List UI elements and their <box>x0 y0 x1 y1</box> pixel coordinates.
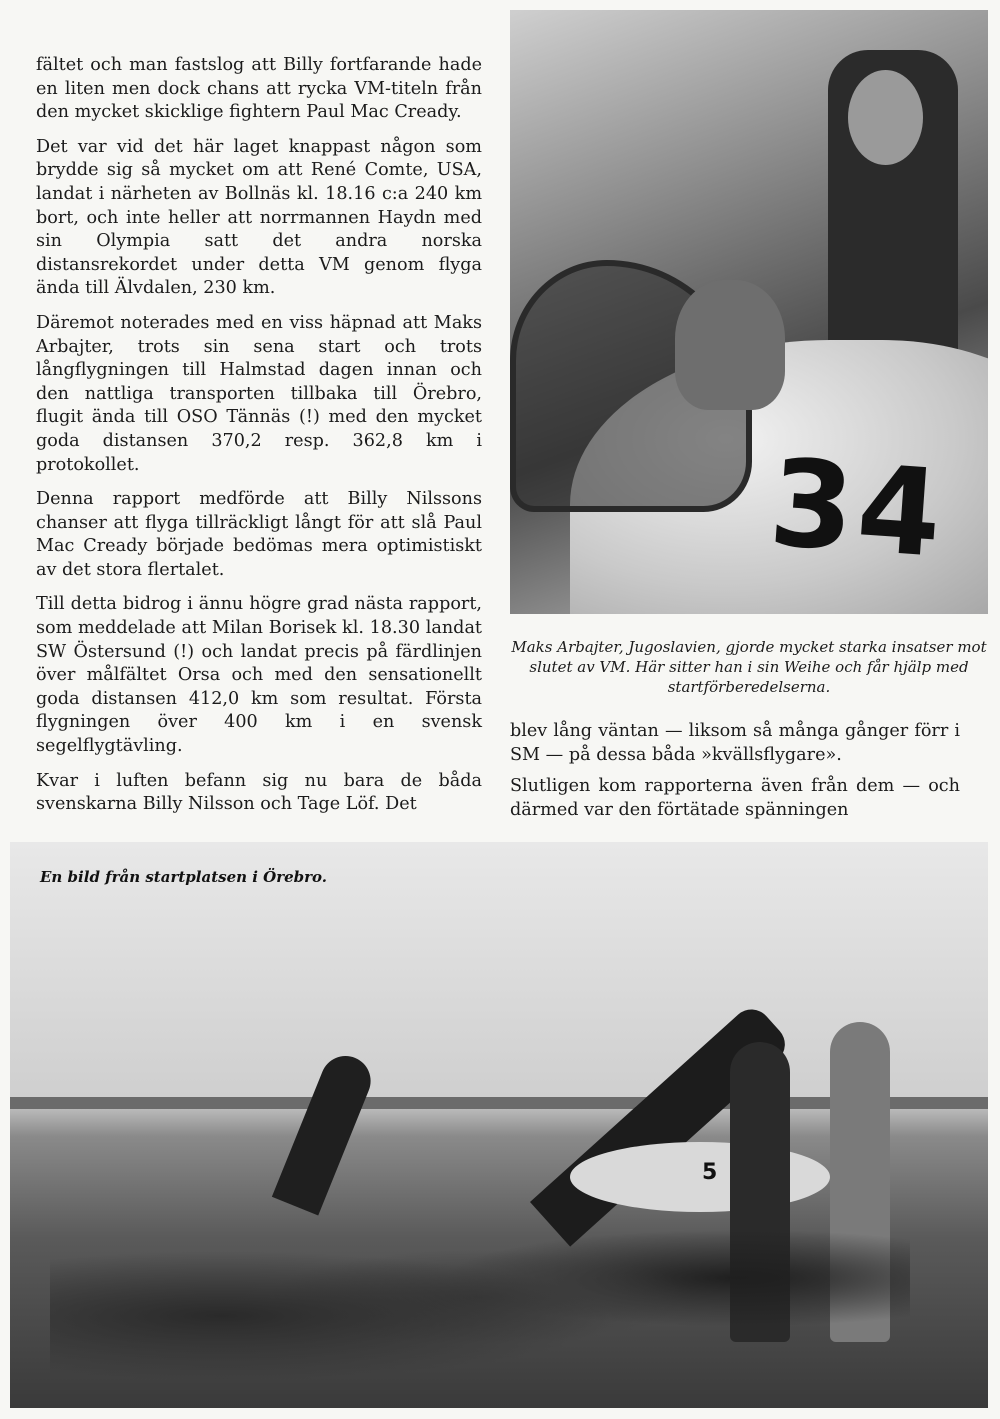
glider-number: 5 <box>702 1160 718 1185</box>
left-text-column <box>36 54 482 828</box>
paragraph: Däremot noterades med en viss häpnad att Maks Arbajter, trots sin sena start och trots långflygningen till Halmstad dagen innan och den nattliga transporten tillbaka till Örebro, flugit ända till OSO Tännäs (!) med den mycket goda distansen 370,2 resp. 362,8 km i protokollet. <box>36 312 482 475</box>
glider-tail <box>272 1048 378 1215</box>
paragraph: Till detta bidrog i ännu högre grad nästa rapport, som meddelade att Milan Borisek kl. 18.30 landat SW Östersund (!) och landat precis på färdlinjen över målfältet Orsa och med den sensationellt goda distansen 412,0 km som resultat. Första flygningen över 400 km i en svensk segelflygtävling. <box>36 594 482 757</box>
paragraph: Slutligen kom rapporterna även från dem — och därmed var den förtätade spänningen <box>510 776 960 820</box>
paragraph: fältet och man fastslog att Billy fortfarande hade en liten men dock chans att rycka VM-titeln från den mycket skicklige fightern Paul Mac Cready. <box>36 55 482 123</box>
paragraph: Kvar i luften befann sig nu bara de båda svenskarna Billy Nilsson och Tage Löf. Det <box>36 770 482 815</box>
photo-caption: En bild från startplatsen i Örebro. <box>40 868 328 886</box>
pilot-figure <box>675 280 785 410</box>
paragraph: blev lång väntan — liksom så många gånger förr i SM — på dessa båda »kvällsflygare». <box>510 721 960 765</box>
photo-caption: Maks Arbajter, Jugoslavien, gjorde mycket starka insatser mot slutet av VM. Här sitter han i sin Weihe och får hjälp med startförberedelserna. <box>511 638 987 696</box>
paragraph: Denna rapport medförde att Billy Nilssons chanser att flyga tillräckligt långt för att slå Paul Mac Cready började bedömas mera optimistiskt av det stora flertalet. <box>36 489 482 580</box>
right-text-column <box>510 720 960 830</box>
helper-head <box>848 70 923 165</box>
glider-number: 34 <box>765 434 950 585</box>
seated-crowd <box>50 1202 910 1392</box>
airfield-photo <box>10 842 988 1408</box>
paragraph: Det var vid det här laget knappast någon som brydde sig så mycket om att René Comte, USA, landat i närheten av Bollnäs kl. 18.16 c:a 240 km bort, och inte heller att norrmannen Haydn med sin Olympia satt det andra norska distansrekordet under detta VM genom flyga ända till Älvdalen, 230 km. <box>36 136 482 299</box>
glider-pilot-photo <box>510 10 988 614</box>
